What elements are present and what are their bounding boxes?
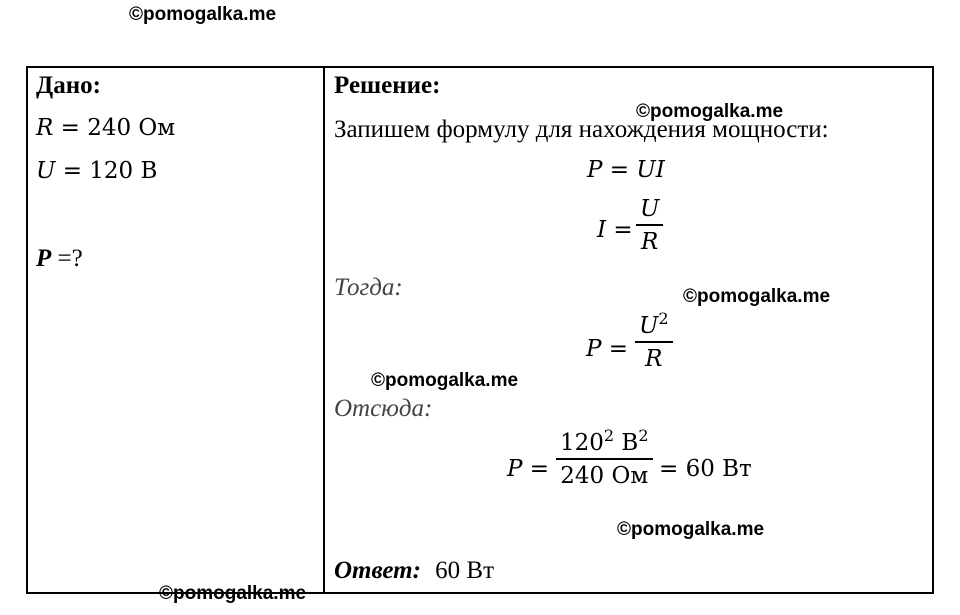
formula1-eq: = [609, 157, 630, 183]
formula4-lhs: P [507, 456, 523, 482]
watermark-top: ©pomogalka.me [129, 4, 277, 25]
formula4-denominator: 240 Ом [560, 463, 649, 489]
given-heading: Дано: [36, 72, 101, 99]
formula4-numerator [556, 426, 653, 458]
formula4-num-unit-exponent: 2 [638, 426, 649, 445]
resistance-value: = 240 Ом [60, 115, 176, 141]
formula2-numerator: U [640, 196, 660, 222]
voltage-variable: U [36, 158, 56, 184]
formula3-num-var: U [639, 313, 659, 339]
formula-power-voltage-lhs [586, 338, 628, 361]
formula3-numerator [635, 309, 673, 341]
formula-current-fraction [636, 198, 663, 254]
formula-calculation-result: = 60 Вт [659, 456, 752, 482]
formula4-num-unit: В [621, 430, 639, 456]
solution-heading: Решение: [334, 72, 441, 99]
formula3-lhs: P [586, 336, 602, 362]
then-label: Тогда: [334, 274, 403, 301]
formula-calculation-lhs [507, 458, 549, 481]
voltage-value: = 120 В [62, 158, 158, 184]
formula4-eq: = [529, 456, 550, 482]
answer-label: Ответ: [334, 557, 421, 584]
formula3-num-exponent: 2 [658, 309, 669, 328]
given-voltage [36, 160, 157, 183]
formula4-num-value: 120 [560, 430, 604, 456]
formula2-eq: = [613, 217, 633, 243]
formula-current-lhs [597, 219, 633, 242]
formula-power-product [587, 159, 665, 182]
formula-calculation-fraction [556, 426, 653, 489]
resistance-variable: R [36, 115, 54, 141]
power-variable: P [36, 245, 52, 272]
power-unknown: =? [57, 245, 83, 272]
column-divider [323, 66, 325, 594]
formula3-denominator: R [645, 346, 663, 372]
watermark-solution-top: ©pomogalka.me [636, 101, 784, 122]
formula3-eq: = [608, 336, 629, 362]
hence-label: Отсюда: [334, 395, 433, 422]
formula1-lhs: P [587, 157, 603, 183]
formula1-rhs: UI [636, 157, 665, 183]
formula-power-voltage-fraction [635, 309, 673, 372]
watermark-left-middle: ©pomogalka.me [371, 370, 519, 391]
watermark-bottom: ©pomogalka.me [159, 583, 307, 604]
watermark-solution-middle: ©pomogalka.me [683, 286, 831, 307]
given-unknown-power [36, 246, 83, 271]
formula4-num-exponent: 2 [603, 426, 615, 445]
answer-value: 60 Вт [435, 557, 495, 584]
given-resistance [36, 117, 175, 140]
formula2-lhs: I [597, 217, 607, 243]
solution-intro: Запишем формулу для нахождения мощности: [334, 116, 829, 143]
formula2-denominator: R [641, 229, 659, 255]
solution-table [26, 66, 934, 594]
answer-line [334, 558, 494, 583]
watermark-solution-bottom: ©pomogalka.me [617, 519, 765, 540]
